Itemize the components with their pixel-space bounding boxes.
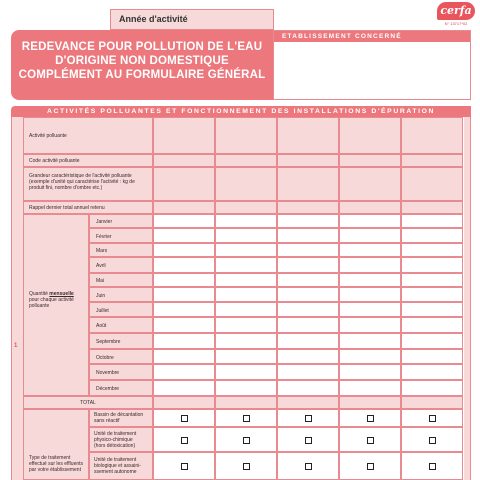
cerfa-number: N° 13717*02	[444, 21, 468, 26]
month-label-cell	[89, 302, 153, 317]
section-side-strip	[11, 117, 23, 480]
total-input[interactable]	[153, 396, 215, 409]
section-title: ACTIVITÉS POLLUANTES ET FONCTIONNEMENT DES INSTALLATIONS D'ÉPURATION	[11, 106, 471, 117]
month-value-input[interactable]	[339, 333, 401, 349]
month-value-input[interactable]	[153, 273, 215, 287]
section-right-edge	[464, 117, 471, 480]
treatment-checkbox[interactable]	[181, 437, 188, 444]
month-value-input[interactable]	[277, 364, 339, 380]
checkbox-cell-physico[interactable]	[153, 427, 215, 452]
month-value-input[interactable]	[277, 273, 339, 287]
annee-activite-label: Année d'activité	[119, 14, 188, 24]
month-label: Janvier	[96, 219, 113, 225]
month-value-input[interactable]	[153, 287, 215, 302]
activite-input[interactable]	[277, 117, 339, 154]
month-value-input[interactable]	[277, 302, 339, 317]
month-value-input[interactable]	[215, 349, 277, 364]
month-value-input[interactable]	[153, 228, 215, 243]
month-label-cell	[89, 273, 153, 287]
month-label: Septembre	[96, 339, 121, 345]
treatment-checkbox[interactable]	[429, 415, 436, 422]
month-label: Décembre	[96, 386, 120, 392]
section-number: 1	[14, 343, 18, 349]
code-input[interactable]	[277, 154, 339, 167]
checkbox-cell-biologique[interactable]	[339, 452, 401, 480]
etablissement-label: ETABLISSEMENT CONCERNÉ	[274, 31, 470, 42]
month-value-input[interactable]	[277, 214, 339, 228]
month-label-cell	[89, 333, 153, 349]
rappel-input[interactable]	[215, 201, 277, 214]
code-input[interactable]	[153, 154, 215, 167]
month-value-input[interactable]	[401, 349, 463, 364]
treatment-checkbox[interactable]	[305, 415, 312, 422]
month-value-input[interactable]	[215, 228, 277, 243]
checkbox-cell-bassin[interactable]	[339, 409, 401, 427]
row-label-code	[23, 154, 153, 167]
title-line-1: REDEVANCE POUR POLLUTION DE L'EAU	[21, 41, 263, 53]
month-value-input[interactable]	[153, 364, 215, 380]
month-value-input[interactable]	[277, 257, 339, 273]
month-value-input[interactable]	[401, 317, 463, 333]
month-value-input[interactable]	[401, 287, 463, 302]
quantite-label: Quantité mensuelle pour chaque activité polluante	[29, 291, 74, 309]
activite-input[interactable]	[401, 117, 463, 154]
grandeur-input[interactable]	[215, 167, 277, 201]
treatment-checkbox[interactable]	[367, 437, 374, 444]
checkbox-cell-physico[interactable]	[277, 427, 339, 452]
rappel-input[interactable]	[277, 201, 339, 214]
month-label-cell	[89, 243, 153, 257]
treatment-checkbox[interactable]	[243, 415, 250, 422]
activite-label: Activité polluante	[29, 133, 67, 139]
total-label: TOTAL	[80, 400, 96, 406]
checkbox-cell-bassin[interactable]	[401, 409, 463, 427]
month-value-input[interactable]	[153, 302, 215, 317]
annee-activite-field[interactable]	[110, 9, 274, 30]
treatment-checkbox[interactable]	[305, 463, 312, 470]
month-label: Avril	[96, 263, 106, 269]
month-label: Juin	[96, 293, 106, 299]
month-label: Mars	[96, 248, 108, 254]
month-value-input[interactable]	[401, 380, 463, 396]
month-label-cell	[89, 228, 153, 243]
treatment-label-physico: Unité de traitement physico-chimique (hors détoxication)	[89, 427, 153, 452]
month-value-input[interactable]	[153, 349, 215, 364]
activite-input[interactable]	[215, 117, 277, 154]
month-value-input[interactable]	[401, 257, 463, 273]
month-value-input[interactable]	[339, 257, 401, 273]
month-value-input[interactable]	[153, 243, 215, 257]
treatment-checkbox[interactable]	[429, 437, 436, 444]
month-value-input[interactable]	[401, 243, 463, 257]
month-value-input[interactable]	[339, 214, 401, 228]
month-value-input[interactable]	[215, 333, 277, 349]
month-value-input[interactable]	[339, 243, 401, 257]
month-label: Mai	[96, 278, 105, 284]
code-input[interactable]	[401, 154, 463, 167]
month-label-cell	[89, 214, 153, 228]
month-label: Novembre	[96, 370, 120, 376]
rappel-input[interactable]	[401, 201, 463, 214]
month-value-input[interactable]	[277, 243, 339, 257]
month-value-input[interactable]	[215, 287, 277, 302]
month-value-input[interactable]	[215, 257, 277, 273]
month-value-input[interactable]	[339, 273, 401, 287]
etablissement-field[interactable]	[273, 30, 471, 100]
checkbox-cell-bassin[interactable]	[277, 409, 339, 427]
month-value-input[interactable]	[277, 287, 339, 302]
checkbox-cell-bassin[interactable]	[215, 409, 277, 427]
month-value-input[interactable]	[339, 380, 401, 396]
cerfa-logo-text: cerfa	[437, 2, 475, 20]
month-value-input[interactable]	[215, 380, 277, 396]
month-value-input[interactable]	[215, 317, 277, 333]
month-value-input[interactable]	[339, 228, 401, 243]
checkbox-cell-biologique[interactable]	[277, 452, 339, 480]
month-value-input[interactable]	[401, 273, 463, 287]
month-label: Février	[96, 234, 112, 240]
month-value-input[interactable]	[277, 317, 339, 333]
checkbox-cell-physico[interactable]	[401, 427, 463, 452]
total-input[interactable]	[401, 396, 463, 409]
month-value-input[interactable]	[153, 214, 215, 228]
row-label-activite	[23, 117, 153, 154]
grandeur-input[interactable]	[401, 167, 463, 201]
month-value-input[interactable]	[401, 333, 463, 349]
code-input[interactable]	[339, 154, 401, 167]
code-label: Code activité polluante	[29, 158, 80, 164]
traitement-label: Type de traitement effectué sur les effluents par votre établissement	[29, 455, 84, 473]
month-label: Juillet	[96, 308, 109, 314]
treatment-checkbox[interactable]	[243, 437, 250, 444]
treatment-checkbox[interactable]	[367, 415, 374, 422]
month-label-cell	[89, 287, 153, 302]
month-value-input[interactable]	[153, 333, 215, 349]
month-value-input[interactable]	[401, 364, 463, 380]
month-label-cell	[89, 317, 153, 333]
month-value-input[interactable]	[339, 364, 401, 380]
month-value-input[interactable]	[277, 349, 339, 364]
checkbox-cell-biologique[interactable]	[401, 452, 463, 480]
title-line-3: COMPLÉMENT AU FORMULAIRE GÉNÉRAL	[18, 69, 266, 81]
month-value-input[interactable]	[153, 317, 215, 333]
month-value-input[interactable]	[277, 228, 339, 243]
month-value-input[interactable]	[401, 228, 463, 243]
grandeur-input[interactable]	[277, 167, 339, 201]
month-value-input[interactable]	[401, 302, 463, 317]
month-value-input[interactable]	[215, 273, 277, 287]
checkbox-cell-biologique[interactable]	[153, 452, 215, 480]
rappel-label: Rappel dernier total annuel retenu	[29, 205, 105, 211]
month-value-input[interactable]	[339, 302, 401, 317]
activites-grid	[23, 117, 464, 480]
activite-input[interactable]	[339, 117, 401, 154]
checkbox-cell-biologique[interactable]	[215, 452, 277, 480]
grandeur-input[interactable]	[153, 167, 215, 201]
row-label-quantite	[23, 214, 89, 396]
rappel-input[interactable]	[339, 201, 401, 214]
cerfa-logo	[437, 2, 475, 30]
activite-input[interactable]	[153, 117, 215, 154]
treatment-checkbox[interactable]	[305, 437, 312, 444]
grandeur-label: Grandeur caractéristique de l'activité polluante (exemple d'unité qui caractérise l'activité : kg de produit fini, nombre d'ombre etc.)	[29, 173, 135, 191]
form-title	[11, 30, 273, 100]
row-label-traitement	[23, 409, 89, 480]
title-line-2: D'ORIGINE NON DOMESTIQUE	[55, 55, 229, 67]
grandeur-input[interactable]	[339, 167, 401, 201]
row-label-grandeur	[23, 167, 153, 201]
checkbox-cell-physico[interactable]	[215, 427, 277, 452]
row-label-total	[23, 396, 153, 409]
treatment-checkbox[interactable]	[243, 463, 250, 470]
checkbox-cell-bassin[interactable]	[153, 409, 215, 427]
month-value-input[interactable]	[401, 214, 463, 228]
month-value-input[interactable]	[153, 380, 215, 396]
month-label: Août	[96, 323, 107, 329]
total-input[interactable]	[215, 396, 277, 409]
month-label-cell	[89, 364, 153, 380]
month-value-input[interactable]	[153, 257, 215, 273]
treatment-checkbox[interactable]	[181, 463, 188, 470]
total-input[interactable]	[339, 396, 401, 409]
month-value-input[interactable]	[215, 243, 277, 257]
month-value-input[interactable]	[215, 214, 277, 228]
checkbox-cell-physico[interactable]	[339, 427, 401, 452]
month-value-input[interactable]	[339, 287, 401, 302]
month-value-input[interactable]	[339, 317, 401, 333]
month-label: Octobre	[96, 355, 114, 361]
month-label-cell	[89, 257, 153, 273]
total-input[interactable]	[277, 396, 339, 409]
treatment-checkbox[interactable]	[429, 463, 436, 470]
month-value-input[interactable]	[277, 380, 339, 396]
month-label-cell	[89, 380, 153, 396]
treatment-checkbox[interactable]	[181, 415, 188, 422]
month-value-input[interactable]	[277, 333, 339, 349]
month-label-cell	[89, 349, 153, 364]
treatment-checkbox[interactable]	[367, 463, 374, 470]
rappel-input[interactable]	[153, 201, 215, 214]
month-value-input[interactable]	[215, 302, 277, 317]
treatment-label-bassin: Bassin de décantation sans réactif	[89, 409, 153, 427]
month-value-input[interactable]	[339, 349, 401, 364]
row-label-rappel	[23, 201, 153, 214]
treatment-label-biologique: Unité de traitement biologique et assaini- ssement autonome	[89, 452, 153, 480]
code-input[interactable]	[215, 154, 277, 167]
month-value-input[interactable]	[215, 364, 277, 380]
